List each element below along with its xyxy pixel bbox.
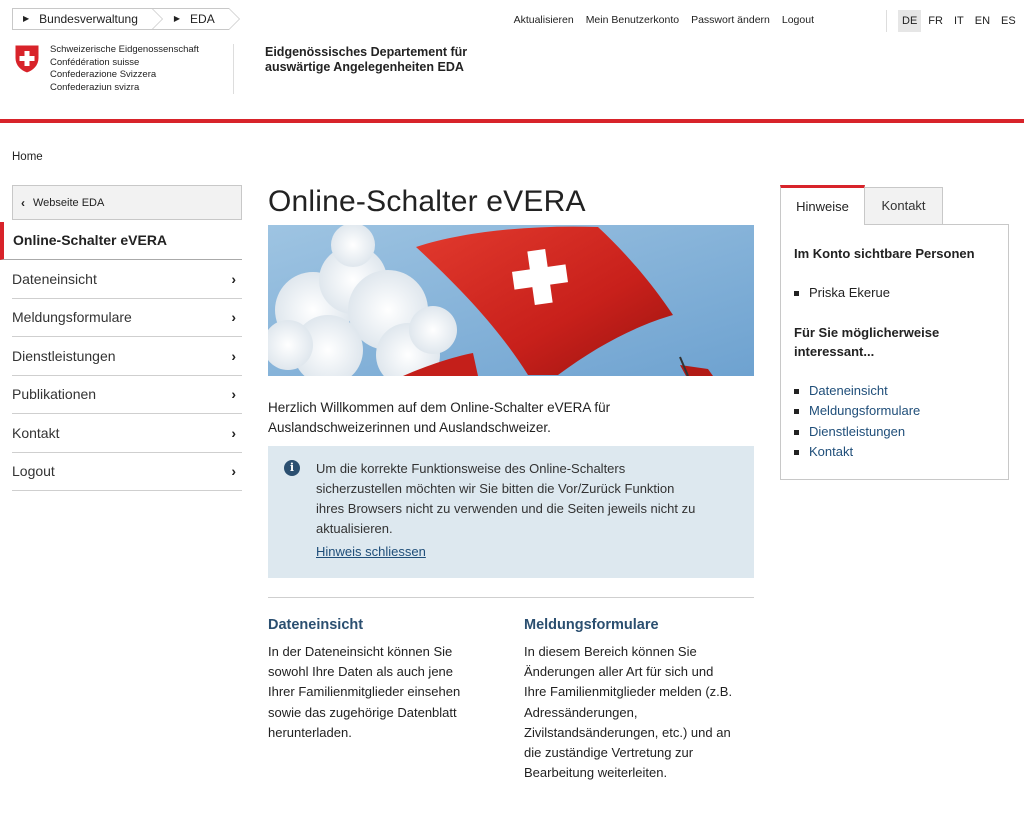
- section-title-line: Für Sie möglicherweise: [794, 325, 940, 340]
- person-name: Priska Ekerue: [809, 285, 890, 300]
- swiss-confederation-logo[interactable]: [14, 44, 199, 94]
- teaser-line: sowohl Ihre Daten als auch jene: [268, 664, 454, 680]
- panel-link-meldungsformulare[interactable]: [794, 401, 920, 421]
- lang-en[interactable]: EN: [974, 15, 991, 27]
- teaser-title[interactable]: Meldungsformulare: [524, 617, 659, 633]
- nav-item-label: Kontakt: [12, 424, 60, 441]
- department-line: Eidgenössisches Departement für: [265, 45, 468, 59]
- chevron-right-icon: ›: [231, 309, 236, 326]
- persons-list: [794, 283, 890, 303]
- triangle-right-icon: ▶: [23, 14, 30, 23]
- refresh-link[interactable]: Aktualisieren: [513, 14, 574, 26]
- back-label: Webseite EDA: [33, 196, 105, 209]
- close-notice-link[interactable]: Hinweis schliessen: [316, 544, 426, 559]
- teaser-meldungsformulare: [524, 617, 754, 783]
- panel-link-dateneinsicht[interactable]: [794, 381, 920, 401]
- teaser-dateneinsicht: [268, 617, 498, 743]
- panel-link-dienstleistungen[interactable]: [794, 422, 920, 442]
- info-icon: i: [284, 460, 300, 476]
- breadcrumb-item-bundesverwaltung[interactable]: [12, 8, 152, 30]
- teaser-line: Bearbeitung weiterleiten.: [524, 765, 668, 781]
- teaser-line: Adressänderungen,: [524, 704, 638, 720]
- change-password-link[interactable]: Passwort ändern: [691, 14, 770, 26]
- bullet-icon: [794, 409, 799, 414]
- chevron-left-icon: ‹: [21, 195, 25, 210]
- section-title-line: interessant...: [794, 344, 875, 359]
- language-switcher: [898, 10, 1023, 32]
- teaser-line: herunterladen.: [268, 724, 352, 740]
- lang-es[interactable]: ES: [1001, 15, 1016, 27]
- info-line: sicherzustellen möchten wir Sie bitten die Vor/Zurück Funktion: [316, 481, 675, 496]
- department-line: auswärtige Angelegenheiten EDA: [265, 60, 464, 74]
- divider: [233, 44, 234, 94]
- tab-hinweise[interactable]: Hinweise: [780, 185, 865, 225]
- teaser-line: In diesem Bereich können Sie: [524, 644, 697, 659]
- bullet-icon: [794, 291, 799, 296]
- tab-kontakt[interactable]: Kontakt: [865, 187, 943, 225]
- teaser-line: Zivilstandsänderungen, etc.) und an: [524, 724, 731, 740]
- interesting-links: [794, 381, 920, 463]
- back-to-website-button[interactable]: [12, 185, 242, 220]
- logo-line: Confédération suisse: [50, 56, 140, 68]
- panel-link-label: Dienstleistungen: [809, 423, 906, 439]
- chevron-right-icon: ›: [231, 270, 236, 287]
- nav-item-active[interactable]: Online-Schalter eVERA: [0, 222, 242, 260]
- my-account-link[interactable]: Mein Benutzerkonto: [585, 14, 680, 26]
- teaser-title[interactable]: Dateneinsicht: [268, 617, 364, 633]
- list-item: [794, 283, 890, 303]
- nav-item-label: Dateneinsicht: [12, 270, 97, 287]
- nav-item-publikationen[interactable]: [12, 376, 242, 415]
- hero-image-swiss-flags: [268, 225, 754, 376]
- intro-text: [268, 398, 754, 438]
- nav-item-label: Dienstleistungen: [12, 347, 116, 364]
- hinweise-panel: [780, 224, 1009, 480]
- info-notice: [268, 446, 754, 578]
- triangle-right-icon: ▶: [173, 14, 181, 23]
- nav-item-label: Publikationen: [12, 386, 97, 403]
- panel-link-label: Kontakt: [809, 444, 854, 460]
- bullet-icon: [794, 430, 799, 435]
- swiss-flags-illustration: [268, 225, 754, 376]
- chevron-right-icon: ›: [231, 386, 236, 403]
- nav-item-label: Logout: [12, 463, 55, 480]
- nav-item-dienstleistungen[interactable]: [12, 337, 242, 376]
- page-title: Online-Schalter eVERA: [268, 185, 586, 218]
- nav-item-meldungsformulare[interactable]: [12, 299, 242, 338]
- panel-link-label: Meldungsformulare: [809, 403, 921, 419]
- nav-item-label: Meldungsformulare: [12, 309, 132, 326]
- teaser-line: Änderungen aller Art für sich und: [524, 664, 714, 680]
- breadcrumb-label: Bundesverwaltung: [39, 12, 138, 26]
- header-red-rule: [0, 119, 1024, 123]
- section-title-interesting: [794, 323, 994, 361]
- top-breadcrumb: [12, 8, 229, 30]
- logo-line: Confederazione Svizzera: [50, 69, 157, 80]
- nav-item-dateneinsicht[interactable]: [12, 260, 242, 299]
- service-nav: [502, 14, 814, 26]
- intro-line: Herzlich Willkommen auf dem Online-Schalter eVERA für: [268, 400, 611, 415]
- divider: [268, 597, 754, 598]
- section-title-persons: Im Konto sichtbare Personen: [794, 246, 975, 261]
- nav-item-kontakt[interactable]: [12, 414, 242, 453]
- teaser-line: In der Dateneinsicht können Sie: [268, 644, 453, 659]
- logo-line: Schweizerische Eidgenossenschaft: [50, 44, 199, 55]
- chevron-right-icon: ›: [231, 424, 236, 441]
- teaser-line: sowie das zugehörige Datenblatt: [268, 704, 457, 720]
- logo-text: [50, 44, 199, 94]
- logo-line: Confederaziun svizra: [50, 81, 140, 93]
- panel-link-kontakt[interactable]: [794, 442, 920, 462]
- lang-de[interactable]: DE: [898, 10, 921, 32]
- bullet-icon: [794, 389, 799, 394]
- teaser-line: Ihre Familienmitglieder melden (z.B.: [524, 684, 733, 700]
- info-line: ihres Browsers nicht zu verwenden und die Seiten jeweils nicht zu: [316, 501, 696, 516]
- intro-line: Auslandschweizerinnen und Auslandschweizer.: [268, 420, 551, 435]
- teaser-text: [524, 642, 754, 783]
- logout-link[interactable]: Logout: [781, 14, 814, 26]
- home-breadcrumb[interactable]: Home: [12, 151, 43, 163]
- breadcrumb-item-eda[interactable]: [152, 8, 229, 30]
- teaser-line: Ihrer Familienmitglieder einsehen: [268, 684, 461, 700]
- department-name: [265, 45, 467, 75]
- breadcrumb-label: EDA: [190, 12, 215, 26]
- left-nav: [12, 260, 242, 491]
- info-line: Um die korrekte Funktionsweise des Online-Schalters: [316, 461, 626, 476]
- bullet-icon: [794, 450, 799, 455]
- chevron-right-icon: ›: [231, 347, 236, 364]
- teaser-text: [268, 642, 498, 743]
- swiss-shield-icon: [14, 44, 40, 74]
- lang-fr[interactable]: FR: [928, 15, 943, 27]
- teaser-line: die zuständige Vertretung zur: [524, 745, 694, 761]
- info-line: aktualisieren.: [316, 521, 393, 536]
- lang-it[interactable]: IT: [953, 15, 964, 27]
- panel-link-label: Dateneinsicht: [809, 383, 888, 398]
- nav-item-logout[interactable]: [12, 453, 242, 492]
- divider: [886, 10, 887, 32]
- chevron-right-icon: ›: [231, 463, 236, 480]
- info-text: [316, 459, 736, 539]
